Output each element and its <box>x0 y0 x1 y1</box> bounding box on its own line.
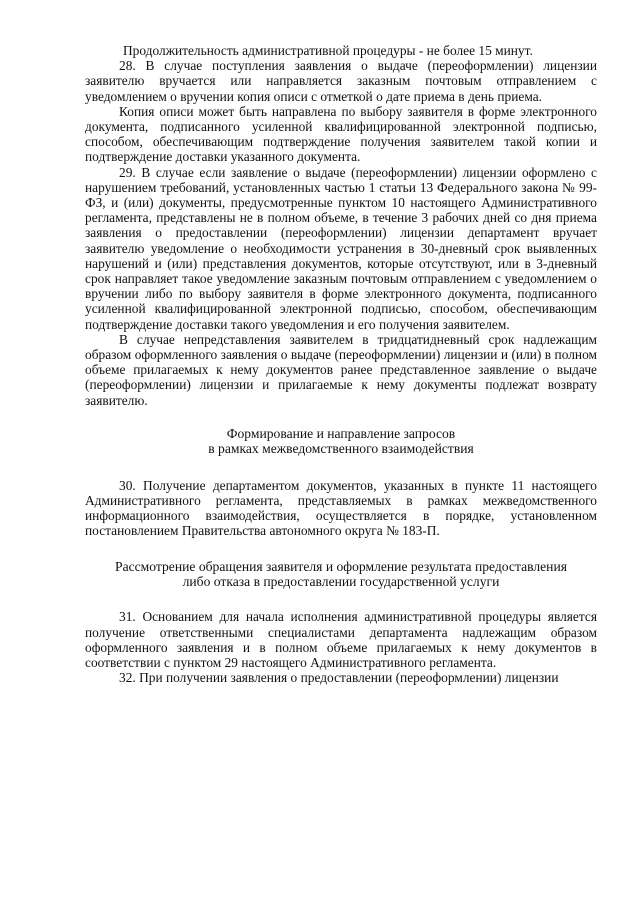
paragraph-32: 32. При получении заявления о предоставлении (переоформлении) лицензии <box>119 670 559 686</box>
section-heading-review-line-1: Рассмотрение обращения заявителя и оформление результата предоставления <box>115 558 567 574</box>
paragraph-non-submission: В случае непредставления заявителем в тридцатидневный срок надлежащим образом оформленного заявления о выдаче (переоформлении) лицензии и (или) в полном объеме прилагаемых к нему документов ранее представленное заявление о выдаче (переоформлении) лицензии и прилагаемые к нему документы подлежат возврату заявителю. <box>85 331 597 408</box>
paragraph-30: 30. Получение департаментом документов, указанных в пункте 11 настоящего Административного регламента, представляемых в рамках межведомственного информационного взаимодействия, осуществляется в порядке, установленном постановлением Правительства автономного округа № 183-П. <box>85 477 597 539</box>
section-heading-interagency-line-2: в рамках межведомственного взаимодействия <box>208 441 474 457</box>
document-page <box>85 43 597 685</box>
paragraph-28: 28. В случае поступления заявления о выдаче (переоформлении) лицензии заявителю вручается или направляется заказным почтовым отправлением с уведомлением о вручении копия описи с отметкой о дате приема в день приема. <box>85 58 597 104</box>
paragraph-29: 29. В случае если заявление о выдаче (переоформлении) лицензии оформлено с нарушением требований, установленных частью 1 статьи 13 Федерального закона № 99-ФЗ, и (или) документы, предусмотренные пунктом 10 настоящего Административного регламента, представлены не в полном объеме, в течение 3 рабочих дней со дня приема заявления о предоставлении (переоформлении) лицензии департамент вручает заявителю уведомление о необходимости устранения в 30-дневный срок выявленных нарушений и (или) представления документов, которые отсутствуют, или в 3-дневный срок направляет такое уведомление заказным почтовым отправлением с уведомлением о вручении либо по выбору заявителя в форме электронного документа, подписанного усиленной квалифицированной электронной подписью, способом, обеспечивающим подтверждение доставки такого уведомления и его получения заявителем. <box>85 164 597 332</box>
section-heading-review <box>85 559 597 590</box>
paragraph-duration: Продолжительность административной процедуры - не более 15 минут. <box>123 43 533 58</box>
paragraph-31: 31. Основанием для начала исполнения административной процедуры является получение ответственными специалистами департамента надлежащим образом оформленного заявления и в полном объеме прилагаемых к нему документов в соответствии с пунктом 29 настоящего Административного регламента. <box>85 609 597 670</box>
section-heading-interagency-line-1: Формирование и направление запросов <box>226 425 456 441</box>
section-heading-interagency <box>85 426 597 457</box>
paragraph-copy-inventory: Копия описи может быть направлена по выбору заявителя в форме электронного документа, подписанного усиленной квалифицированной электронной подписью, способом, обеспечивающим подтверждение получения заявителем такой копии и подтверждение доставки указанного документа. <box>85 103 597 165</box>
section-heading-review-line-2: либо отказа в предоставлении государственной услуги <box>182 573 500 589</box>
